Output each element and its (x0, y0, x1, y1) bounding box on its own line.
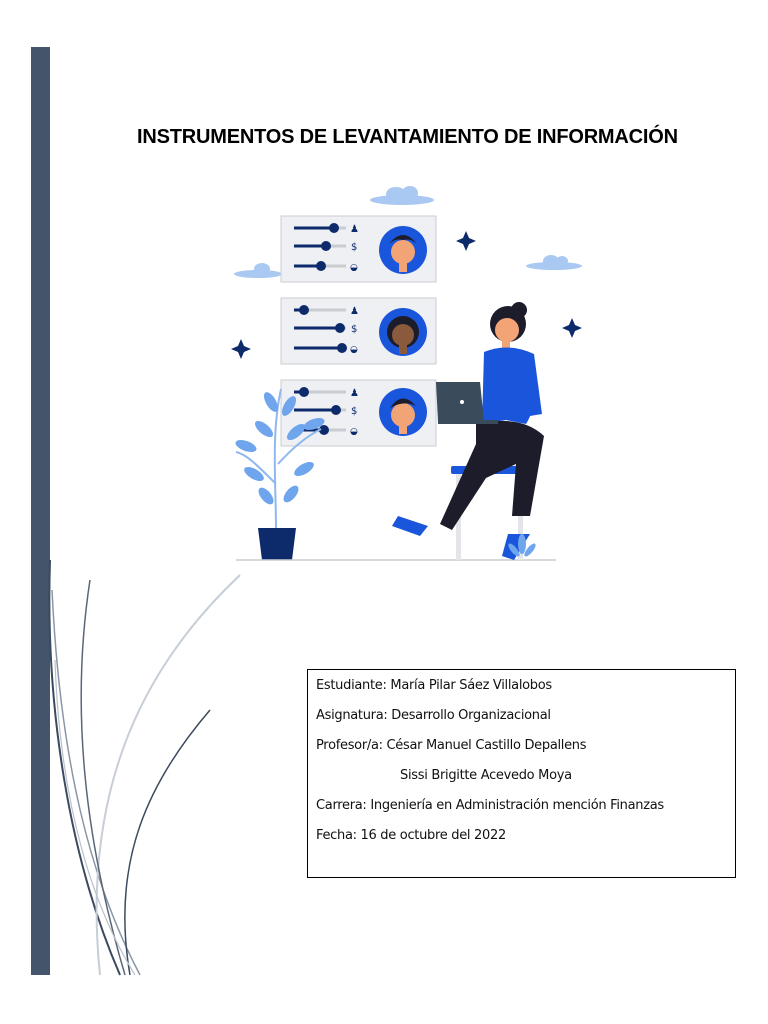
student-name: Estudiante: María Pilar Sáez Villalobos (316, 678, 552, 693)
svg-text:◒: ◒ (350, 427, 358, 437)
professor-name: Profesor/a: César Manuel Castillo Depallens (316, 738, 587, 753)
sparkle-icon (562, 318, 582, 338)
document-title: INSTRUMENTOS DE LEVANTAMIENTO DE INFORMACIÓN (137, 126, 678, 148)
survey-illustration (226, 184, 596, 570)
profile-card (281, 216, 436, 282)
profile-card (281, 380, 436, 446)
svg-text:♟: ♟ (350, 388, 359, 399)
career-name: Carrera: Ingeniería en Administración mención Finanzas (316, 798, 664, 813)
sparkle-icon (456, 231, 476, 251)
student-info-box (307, 669, 736, 878)
sparkle-icon (231, 339, 251, 359)
cloud-icon (370, 186, 434, 205)
svg-text:♟: ♟ (350, 306, 359, 317)
svg-text:◒: ◒ (350, 345, 358, 355)
profile-card (281, 298, 436, 364)
professor-name-2: Sissi Brigitte Acevedo Moya (400, 768, 572, 783)
date-text: Fecha: 16 de octubre del 2022 (316, 828, 506, 843)
cloud-icon (526, 255, 582, 270)
subject-name: Asignatura: Desarrollo Organizacional (316, 708, 551, 723)
svg-text:$: $ (351, 406, 358, 417)
svg-text:♟: ♟ (350, 224, 359, 235)
svg-text:$: $ (351, 242, 358, 253)
cloud-icon (234, 263, 282, 278)
svg-text:◒: ◒ (350, 263, 358, 273)
svg-text:$: $ (351, 324, 358, 335)
decorative-swoosh-lines (0, 560, 260, 980)
